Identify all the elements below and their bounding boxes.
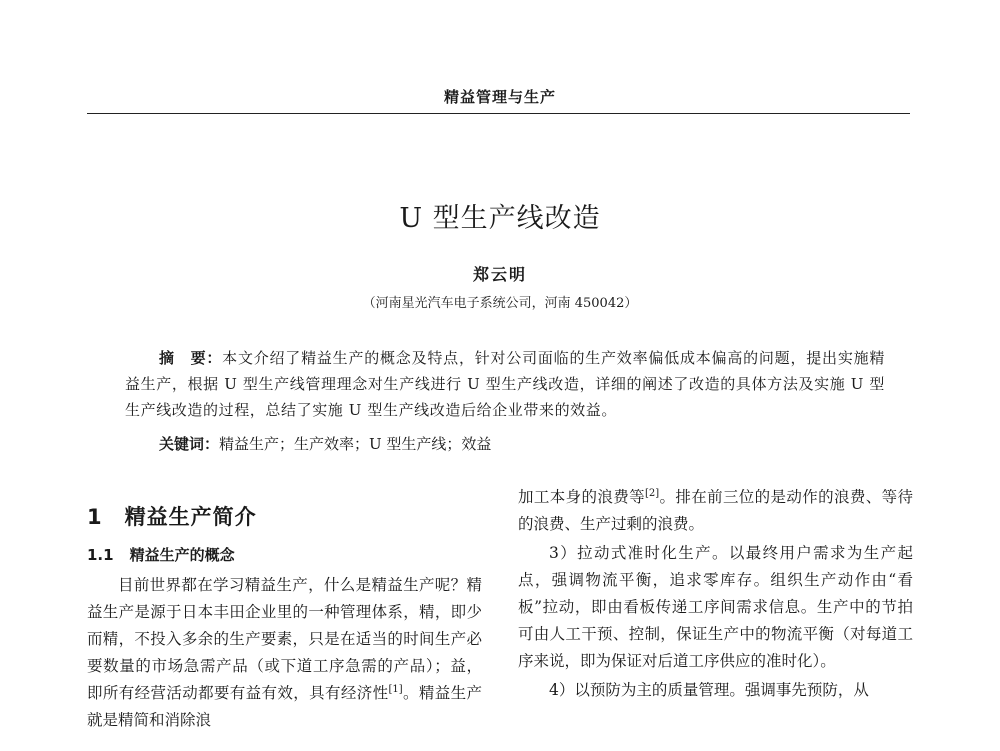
abstract-label: 摘 要：: [159, 349, 223, 367]
subsection-heading: [87, 542, 482, 568]
author-name: 郑云明: [472, 265, 527, 284]
subsection-number: 1.1: [87, 546, 114, 564]
section-title: 精益生产简介: [124, 505, 257, 529]
paragraph-text: 目前世界都在学习精益生产，什么是精益生产呢？精益生产是源于日本丰田企业里的一种管理体系，精，即少而精，不投入多余的生产要素，只是在适当的时间生产必要数量的市场急需产品（或下道工序急需的产品）；益，即所有经营活动都要有益有效，具有经济性: [87, 576, 482, 702]
header-rule: [87, 113, 910, 114]
body-paragraph: [87, 572, 482, 734]
paragraph-text: 加工本身的浪费等: [518, 488, 645, 506]
abstract-text: 本文介绍了精益生产的概念及特点，针对公司面临的生产效率偏低成本偏高的问题，提出实施精益生产，根据 U 型生产线管理理念对生产线进行 U 型生产线改造，详细的阐述了改造的具体方法及实施 U 型生产线改造的过程，总结了实施 U 型生产线改造后给企业带来的效益。: [125, 349, 885, 419]
left-column: [87, 484, 482, 734]
paragraph-text-tail: 。精益生产就是精简和消除浪: [87, 684, 482, 729]
citation-ref: [1]: [388, 683, 403, 695]
body-paragraph: [518, 484, 913, 538]
keywords-text: 精益生产；生产效率；U 型生产线；效益: [219, 435, 492, 453]
keywords-label: 关键词：: [159, 435, 220, 453]
citation-ref: [2]: [644, 487, 660, 499]
body-paragraph: 3）拉动式准时化生产。以最终用户需求为生产起点，强调物流平衡，追求零库存。组织生产动作由“看板”拉动，即由看板传递工序间需求信息。生产中的节拍可由人工干预、控制，保证生产中的物流平衡（对每道工序来说，即为保证对后道工序供应的准时化）。: [518, 544, 913, 670]
subsection-title: 精益生产的概念: [129, 546, 235, 564]
section-heading: [87, 502, 482, 532]
section-number: 1: [87, 505, 103, 529]
article-title: U 型生产线改造: [399, 203, 601, 234]
abstract: [125, 345, 885, 423]
keywords: [159, 431, 859, 457]
author-affiliation: （河南星光汽车电子系统公司，河南 450042）: [362, 296, 638, 311]
right-column: [518, 484, 913, 704]
body-paragraph: 4）以预防为主的质量管理。强调事先预防，从: [549, 681, 869, 699]
running-head: 精益管理与生产: [443, 88, 556, 106]
paragraph-text-tail: 。排在前三位的是动作的浪费、等待的浪费、生产过剩的浪费。: [518, 488, 913, 533]
